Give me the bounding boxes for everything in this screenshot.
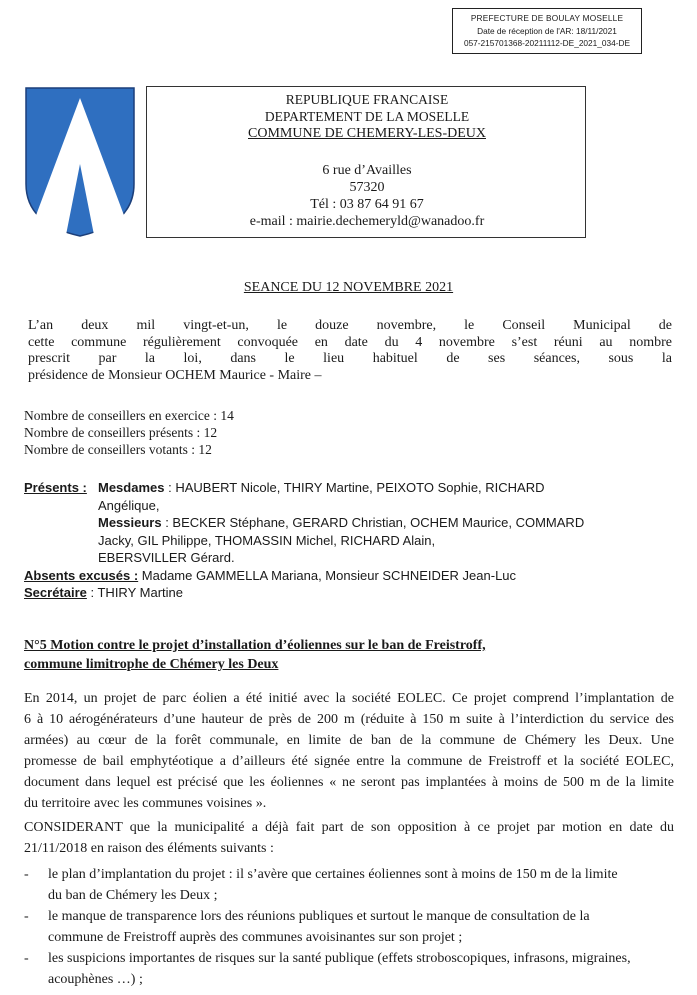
considerant-line-last: 21/11/2018 en raison des éléments suivants : <box>24 841 274 856</box>
intro-line: cette commune régulièrement convoquée en date du 4 novembre s’est réuni au nombre <box>28 334 672 350</box>
bullet-item <box>24 906 674 948</box>
coat-of-arms-icon <box>24 86 136 238</box>
intro-line: prescrit par la loi, dans le lieu habituel de ses séances, sous la <box>28 351 672 366</box>
intro-paragraph <box>28 318 672 384</box>
address-line: 6 rue d’Availles <box>322 163 412 178</box>
stamp-line-1: PREFECTURE DE BOULAY MOSELLE <box>470 13 624 23</box>
messieurs-line <box>98 514 584 532</box>
attendance-block <box>24 479 684 604</box>
considerant-paragraph <box>24 817 674 859</box>
mesdames-names: : HAUBERT Nicole, THIRY Martine, PEIXOTO Sophie, RICHARD <box>164 480 545 495</box>
messieurs-label: Messieurs <box>98 515 162 530</box>
bullet-text: le manque de transparence lors des réunions publiques et surtout le manque de consultation de la <box>48 909 590 924</box>
bullet-text-cont: du ban de Chémery les Deux ; <box>48 888 218 903</box>
mairie-header <box>146 86 586 238</box>
messieurs-names: : BECKER Stéphane, GERARD Christian, OCHEM Maurice, COMMARD <box>161 515 585 530</box>
context-paragraph <box>24 688 674 814</box>
messieurs-names-end: EBERSVILLER Gérard. <box>98 550 235 565</box>
commune-line: COMMUNE DE CHEMERY-LES-DEUX <box>248 126 486 141</box>
count-exercice: Nombre de conseillers en exercice : 14 <box>24 408 234 423</box>
absents-line <box>24 567 516 585</box>
context-line: En 2014, un projet de parc éolien a été initié avec la société EOLEC. Ce projet comprend l’implantation de <box>24 691 674 706</box>
context-line: 6 à 10 aérogénérateurs d’une hauteur de près de 200 m (réduite à 150 m suite à l’interdiction du service des <box>24 712 674 727</box>
tel-line: Tél : 03 87 64 91 67 <box>310 197 424 212</box>
considerant-line: CONSIDERANT que la municipalité a déjà fait part de son opposition à ce projet par motion en date du <box>24 820 674 835</box>
absents-label: Absents excusés : <box>24 567 139 583</box>
context-line: promesse de bail emphytéotique a d’ailleurs été signée entre la commune de Freistroff et la société EOLEC, <box>24 754 674 769</box>
mesdames-names-cont: Angélique, <box>98 497 160 513</box>
intro-line: présidence de Monsieur OCHEM Maurice - Maire – <box>28 367 322 383</box>
stamp-line-2: Date de réception de l'AR: 18/11/2021 <box>477 25 617 36</box>
departement-line: DEPARTEMENT DE LA MOSELLE <box>264 109 470 124</box>
absents-names: Madame GAMMELLA Mariana, Monsieur SCHNEIDER Jean-Luc <box>138 567 517 583</box>
postcode-line: 57320 <box>349 180 385 195</box>
presents-label: Présents : <box>24 480 87 495</box>
seance-title: SEANCE DU 12 NOVEMBRE 2021 <box>243 280 454 295</box>
motion-title-line-2: commune limitrophe de Chémery les Deux <box>24 657 279 672</box>
intro-line: L’an deux mil vingt-et-un, le douze novembre, le Conseil Municipal de <box>28 318 672 333</box>
bullet-dash: - <box>24 951 29 966</box>
bullet-text: le plan d’implantation du projet : il s’avère que certaines éoliennes sont à moins de 150 m de la limite <box>48 867 618 882</box>
mesdames-line <box>98 479 545 497</box>
bullet-text-cont: commune de Freistroff auprès des communes avoisinantes sur son projet ; <box>48 930 463 945</box>
secretaire-name: : THIRY Martine <box>86 585 183 600</box>
secretaire-line <box>24 584 183 602</box>
messieurs-names-cont: Jacky, GIL Philippe, THOMASSIN Michel, RICHARD Alain, <box>98 532 436 548</box>
bullet-item <box>24 948 674 990</box>
bullet-text: les suspicions importantes de risques sur la santé publique (effets stroboscopiques, infrasons, migraines, <box>48 951 631 966</box>
bullet-dash: - <box>24 909 29 924</box>
context-line-last: du territoire avec les communes voisines ». <box>24 796 267 811</box>
bullet-text-cont: acouphènes …) ; <box>48 972 143 987</box>
count-presents: Nombre de conseillers présents : 12 <box>24 425 218 440</box>
prefecture-stamp <box>452 8 642 54</box>
motion-title <box>24 636 486 674</box>
context-line: armées) au cœur de la forêt communale, en limite de ban de la commune de Chémery les Deux. Une <box>24 733 674 748</box>
secretaire-label: Secrétaire <box>24 585 87 600</box>
mesdames-label: Mesdames <box>98 480 165 495</box>
email-line: e-mail : mairie.dechemeryld@wanadoo.fr <box>249 214 485 229</box>
count-votants: Nombre de conseillers votants : 12 <box>24 442 212 457</box>
bullet-item <box>24 864 674 906</box>
motion-title-line-1: N°5 Motion contre le projet d’installation d’éoliennes sur le ban de Freistroff, <box>24 638 486 653</box>
context-line: document dans lequel est précisé que les éoliennes « ne seront pas implantées à moins de 500 m de la limite <box>24 775 674 790</box>
stamp-line-3: 057-215701368-20211112-DE_2021_034-DE <box>463 38 631 48</box>
bullet-dash: - <box>24 867 29 882</box>
council-counts <box>24 407 234 458</box>
republique-line: REPUBLIQUE FRANCAISE <box>285 92 449 107</box>
